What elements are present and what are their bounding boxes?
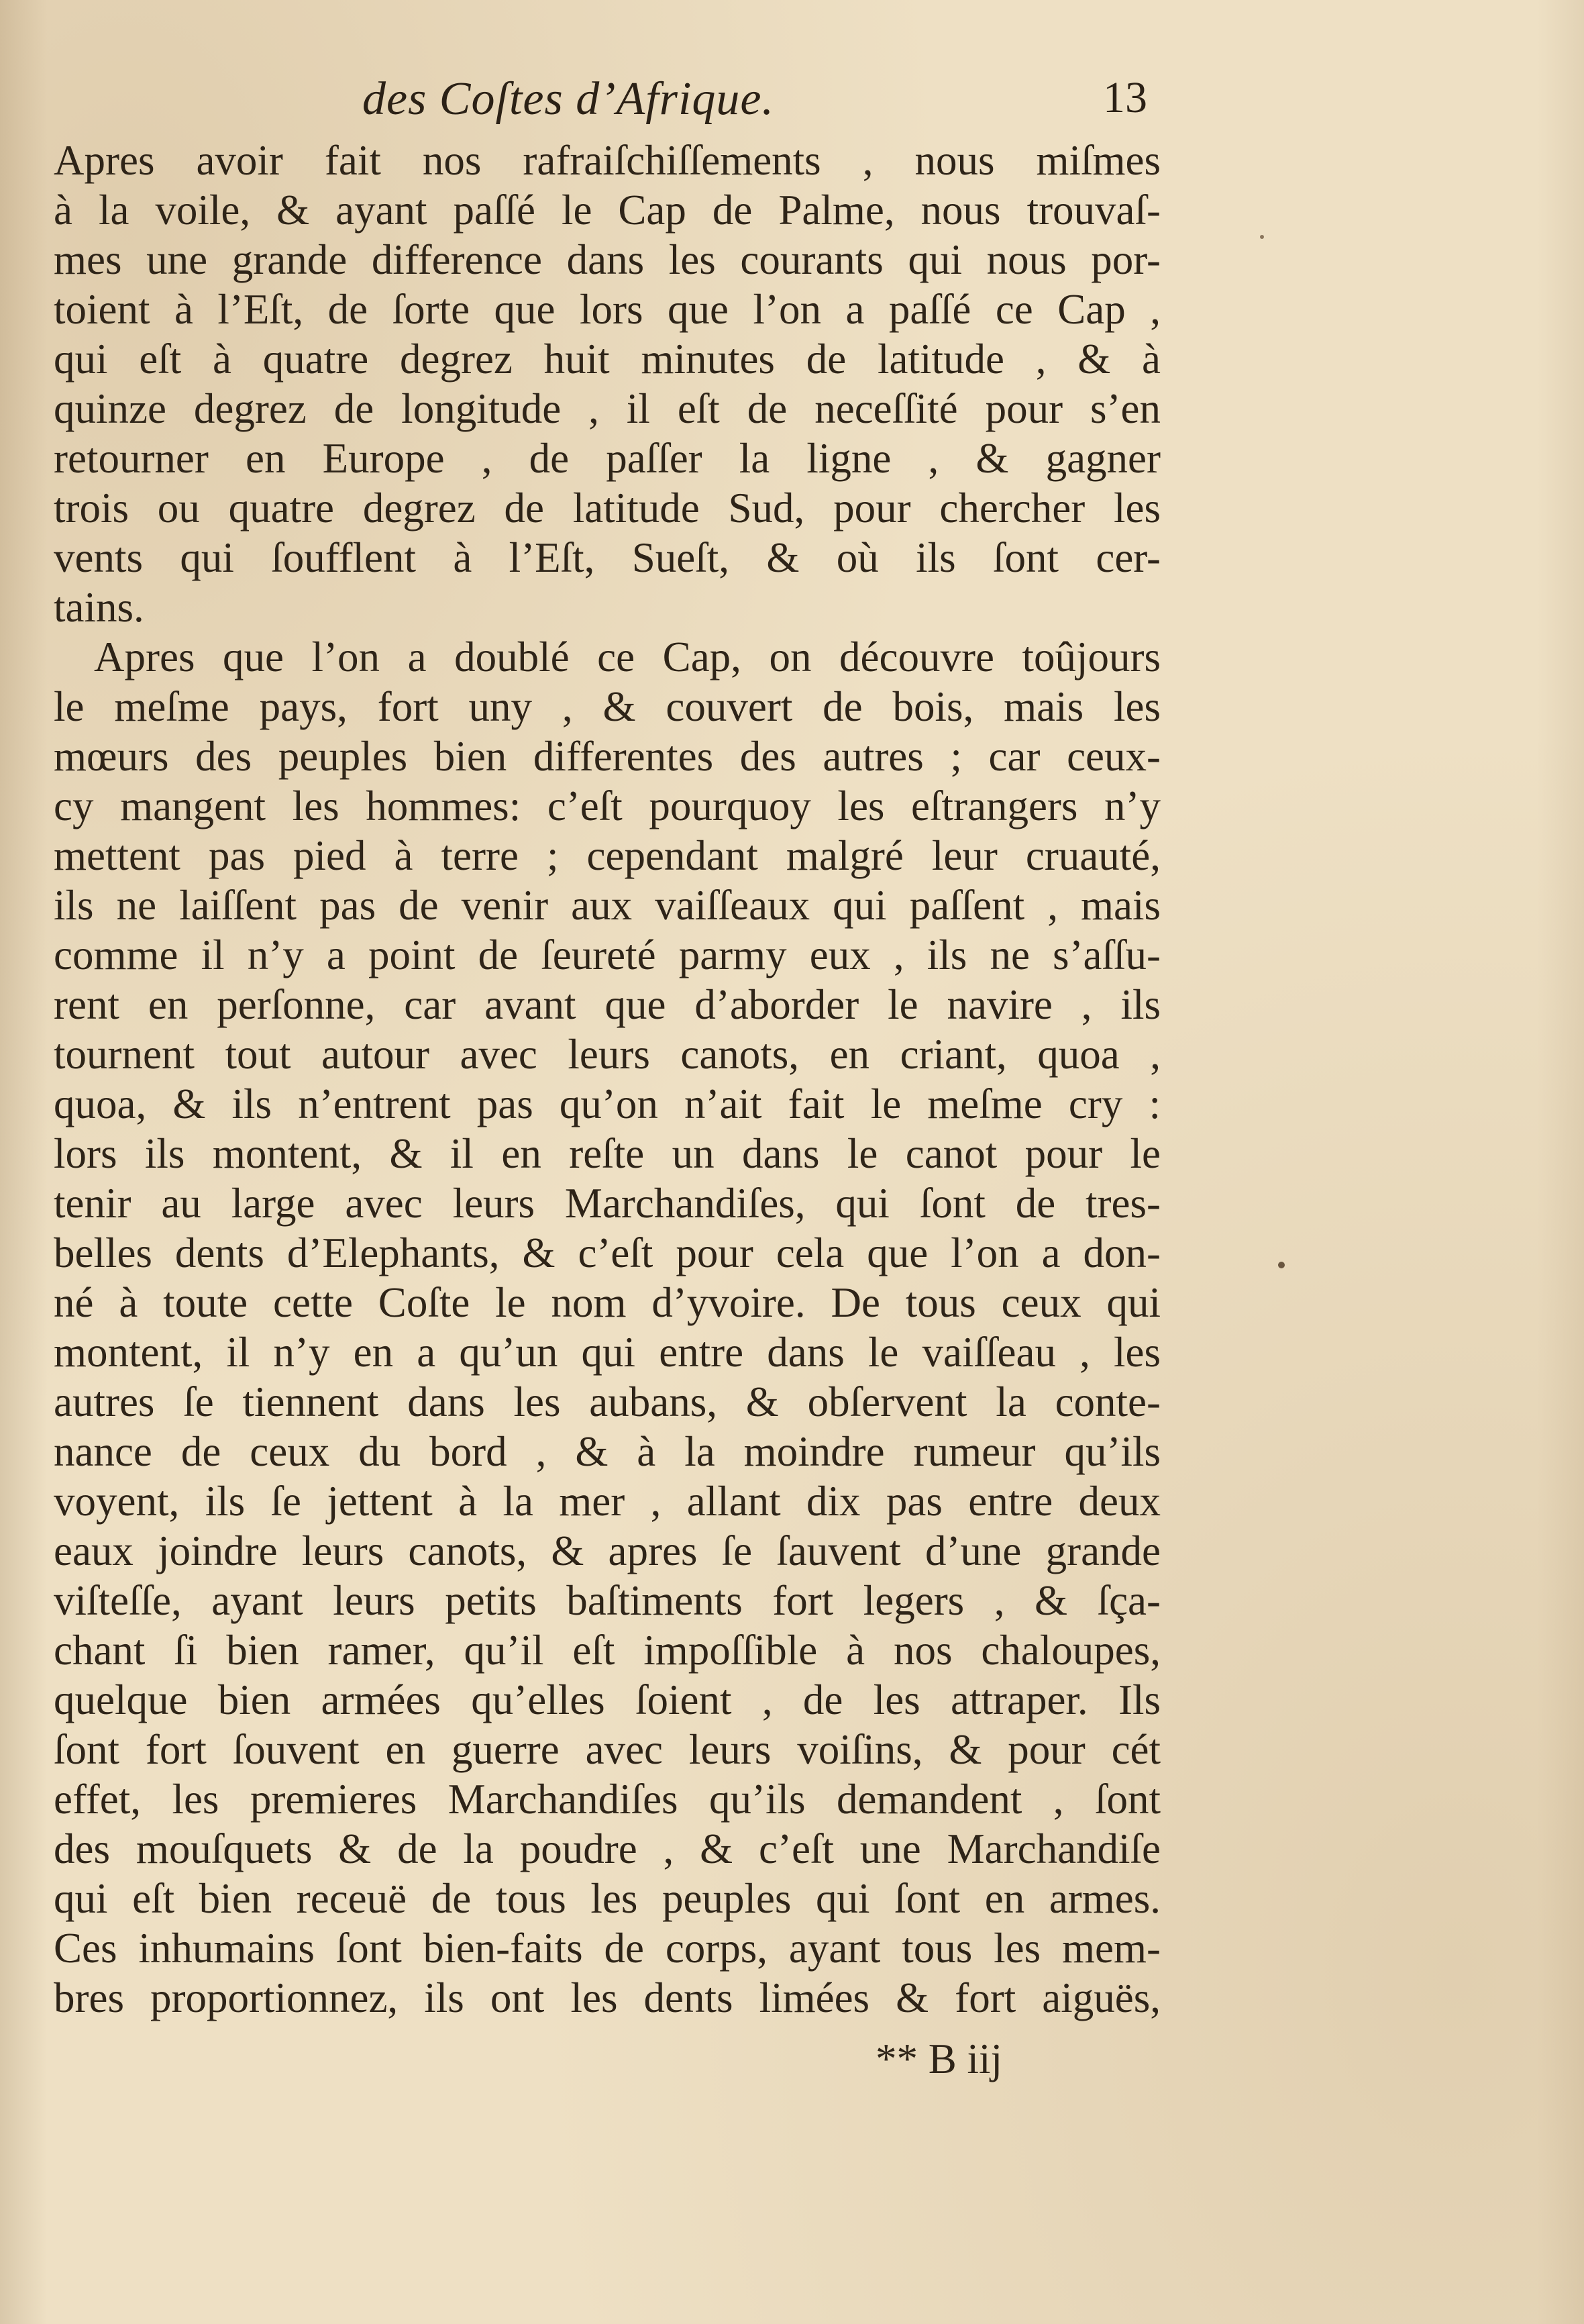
text-line: montent, il n’y en a qu’un qui entre dans le vaiſſeau , les	[54, 1329, 1161, 1376]
page-number: 13	[1103, 73, 1147, 122]
text-line: bres proportionnez, ils ont les dents limées & fort aiguës,	[54, 1974, 1161, 2021]
text-line: quoa, & ils n’entrent pas qu’on n’ait fait le meſme cry :	[54, 1080, 1161, 1127]
text-line: belles dents d’Elephants, & c’eſt pour cela que l’on a don-	[54, 1229, 1161, 1276]
text-line: lors ils montent, & il en reſte un dans le canot pour le	[54, 1130, 1161, 1177]
text-line: qui eſt à quatre degrez huit minutes de latitude , & à	[54, 336, 1161, 383]
text-line: vents qui ſoufflent à l’Eſt, Sueſt, & où ils ſont cer-	[54, 534, 1161, 581]
running-title: des Coſtes d’Afrique.	[362, 73, 774, 125]
page-header	[362, 72, 1147, 140]
text-line: chant ſi bien ramer, qu’il eſt impoſſible à nos chaloupes,	[54, 1627, 1161, 1674]
signature-mark: ** B iij	[876, 2035, 1003, 2082]
text-line: viſteſſe, ayant leurs petits baſtiments fort legers , & ſça-	[54, 1577, 1161, 1624]
text-line: trois ou quatre degrez de latitude Sud, pour chercher les	[54, 485, 1161, 532]
text-line: tains.	[54, 584, 144, 631]
text-line: mœurs des peuples bien differentes des autres ; car ceux-	[54, 733, 1161, 780]
text-line: cy mangent les hommes: c’eſt pourquoy les eſtrangers n’y	[54, 782, 1161, 829]
text-line: tournent tout autour avec leurs canots, en criant, quoa ,	[54, 1031, 1161, 1078]
text-line: comme il n’y a point de ſeureté parmy eux , ils ne s’aſſu-	[54, 931, 1161, 978]
text-line: eaux joindre leurs canots, & apres ſe ſauvent d’une grande	[54, 1527, 1161, 1574]
text-line: à la voile, & ayant paſſé le Cap de Palme, nous trouvaſ-	[54, 187, 1161, 234]
text-line: voyent, ils ſe jettent à la mer , allant dix pas entre deux	[54, 1478, 1161, 1525]
paper-speck	[1278, 1262, 1285, 1268]
text-line: Apres que l’on a doublé ce Cap, on découvre toûjours	[94, 634, 1161, 680]
paper-speck	[1260, 235, 1264, 239]
text-line: le meſme pays, fort uny , & couvert de bois, mais les	[54, 683, 1161, 730]
text-line: retourner en Europe , de paſſer la ligne , & gagner	[54, 435, 1161, 482]
text-line: autres ſe tiennent dans les aubans, & obſervent la conte-	[54, 1378, 1161, 1425]
text-line: ils ne laiſſent pas de venir aux vaiſſeaux qui paſſent , mais	[54, 882, 1161, 929]
text-line: tenir au large avec leurs Marchandiſes, qui ſont de tres-	[54, 1180, 1161, 1227]
text-line: quelque bien armées qu’elles ſoient , de les attraper. Ils	[54, 1676, 1161, 1723]
text-line: des mouſquets & de la poudre , & c’eſt une Marchandiſe	[54, 1825, 1161, 1872]
text-line: né à toute cette Coſte le nom d’yvoire. De tous ceux qui	[54, 1279, 1161, 1326]
text-line: nance de ceux du bord , & à la moindre rumeur qu’ils	[54, 1428, 1161, 1475]
text-line: Ces inhumains ſont bien-faits de corps, ayant tous les mem-	[54, 1925, 1161, 1972]
text-line: Apres avoir fait nos rafraiſchiſſements , nous miſmes	[54, 137, 1161, 184]
text-line: quinze degrez de longitude , il eſt de neceſſité pour s’en	[54, 385, 1161, 432]
text-line: effet, les premieres Marchandiſes qu’ils demandent , ſont	[54, 1776, 1161, 1823]
text-line: qui eſt bien receuë de tous les peuples qui ſont en armes.	[54, 1875, 1161, 1922]
text-line: ſont fort ſouvent en guerre avec leurs voiſins, & pour cét	[54, 1726, 1161, 1773]
text-line: toient à l’Eſt, de ſorte que lors que l’on a paſſé ce Cap ,	[54, 286, 1161, 333]
text-line: mes une grande difference dans les courants qui nous por-	[54, 236, 1161, 283]
text-line: rent en perſonne, car avant que d’aborder le navire , ils	[54, 981, 1161, 1028]
text-line: mettent pas pied à terre ; cependant malgré leur cruauté,	[54, 832, 1161, 879]
